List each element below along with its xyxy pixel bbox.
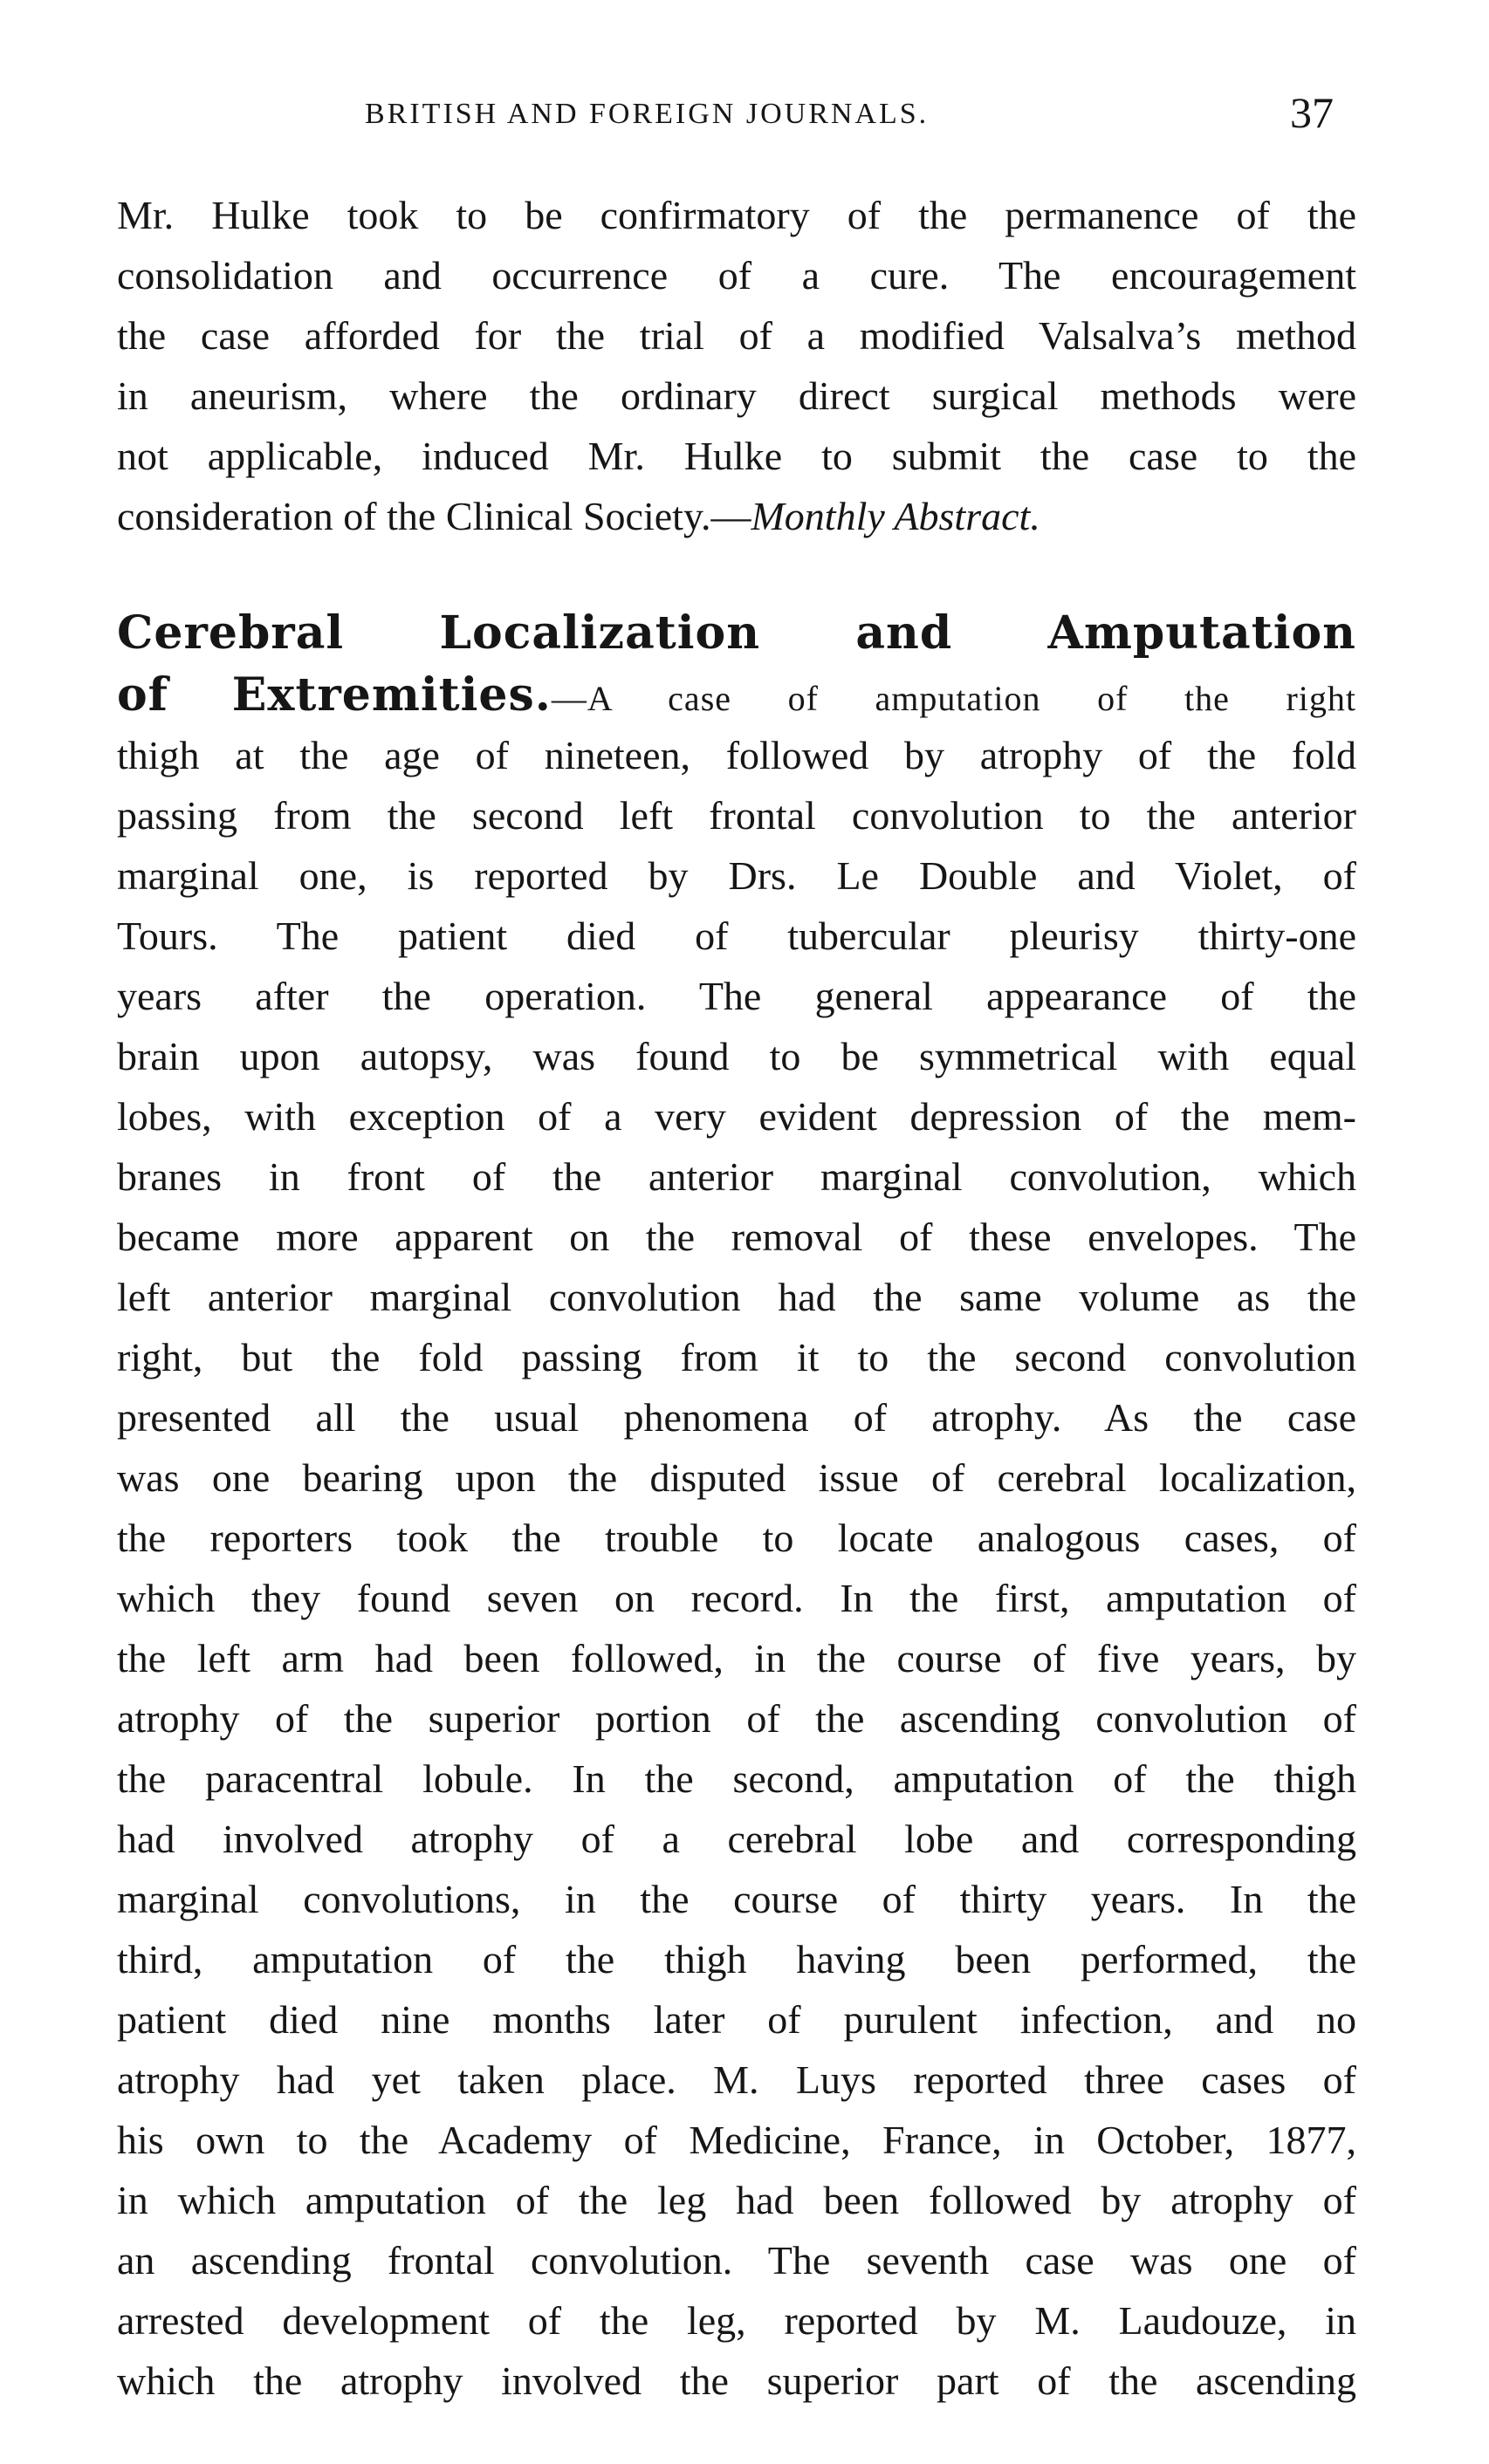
text-line: years after the operation. The general appearance of the [117, 974, 1356, 1018]
text-line: left anterior marginal convolution had the same volume as the [117, 1275, 1356, 1319]
text-line: Mr. Hulke took to be confirmatory of the permanence of the [117, 193, 1356, 237]
text-line: was one bearing upon the disputed issue of cerebral localization, [117, 1455, 1356, 1500]
text-line: atrophy had yet taken place. M. Luys reported three cases of [117, 2057, 1356, 2102]
article-lead-text: —A case of amputation of the right [551, 679, 1356, 718]
text-line: consolidation and occurrence of a cure. The encouragement [117, 253, 1356, 298]
text-line: which they found seven on record. In the first, amputation of [117, 1576, 1356, 1620]
text-line: had involved atrophy of a cerebral lobe and corresponding [117, 1817, 1356, 1861]
text-line: atrophy of the superior portion of the ascending convolution of [117, 1696, 1356, 1741]
article-heading-line-1: Cerebral Localization and Amputation [117, 606, 1356, 660]
text-line: not applicable, induced Mr. Hulke to submit the case to the [117, 434, 1356, 478]
text-line: the case afforded for the trial of a modified Valsalva’s method [117, 313, 1356, 358]
text-line: thigh at the age of nineteen, followed by atrophy of the fold [117, 733, 1356, 777]
text-line: became more apparent on the removal of these envelopes. The [117, 1215, 1356, 1259]
text-line: the paracentral lobule. In the second, amputation of the thigh [117, 1756, 1356, 1801]
continuation-paragraph [117, 185, 1356, 546]
running-head [0, 87, 1489, 140]
text-line: patient died nine months later of purulent infection, and no [117, 1997, 1356, 2042]
text-line: the left arm had been followed, in the course of five years, by [117, 1636, 1356, 1680]
article-cerebral-localization [117, 602, 1356, 2411]
line-text: consideration of the Clinical Society.— [117, 494, 751, 538]
text-line: third, amputation of the thigh having been performed, the [117, 1937, 1356, 1981]
text-line: brain upon autopsy, was found to be symmetrical with equal [117, 1034, 1356, 1078]
source-citation: Monthly Abstract. [751, 494, 1040, 538]
running-title: BRITISH AND FOREIGN JOURNALS. [365, 98, 930, 130]
text-line: marginal one, is reported by Drs. Le Double and Violet, of [117, 853, 1356, 898]
text-line: arrested development of the leg, reported by M. Laudouze, in [117, 2298, 1356, 2343]
article-first-line [117, 665, 1356, 725]
text-line: an ascending frontal convolution. The seventh case was one of [117, 2238, 1356, 2283]
article-heading-line-2: of Extremities. [117, 668, 552, 722]
text-line: his own to the Academy of Medicine, France, in October, 1877, [117, 2118, 1356, 2162]
text-line: passing from the second left frontal convolution to the anterior [117, 793, 1356, 838]
text-line: in which amputation of the leg had been followed by atrophy of [117, 2178, 1356, 2222]
text-line: in aneurism, where the ordinary direct surgical methods were [117, 373, 1356, 418]
page-number: 37 [1290, 88, 1334, 137]
text-line: right, but the fold passing from it to the second convolution [117, 1335, 1356, 1379]
text-line: the reporters took the trouble to locate analogous cases, of [117, 1516, 1356, 1560]
text-line: presented all the usual phenomena of atrophy. As the case [117, 1395, 1356, 1440]
text-line-last [117, 486, 1356, 546]
text-line: lobes, with exception of a very evident depression of the mem- [117, 1094, 1356, 1139]
text-line: Tours. The patient died of tubercular pleurisy thirty-one [117, 914, 1356, 958]
text-line: which the atrophy involved the superior part of the ascending [117, 2358, 1356, 2403]
text-line: branes in front of the anterior marginal convolution, which [117, 1154, 1356, 1199]
text-line: marginal convolutions, in the course of thirty years. In the [117, 1877, 1356, 1921]
